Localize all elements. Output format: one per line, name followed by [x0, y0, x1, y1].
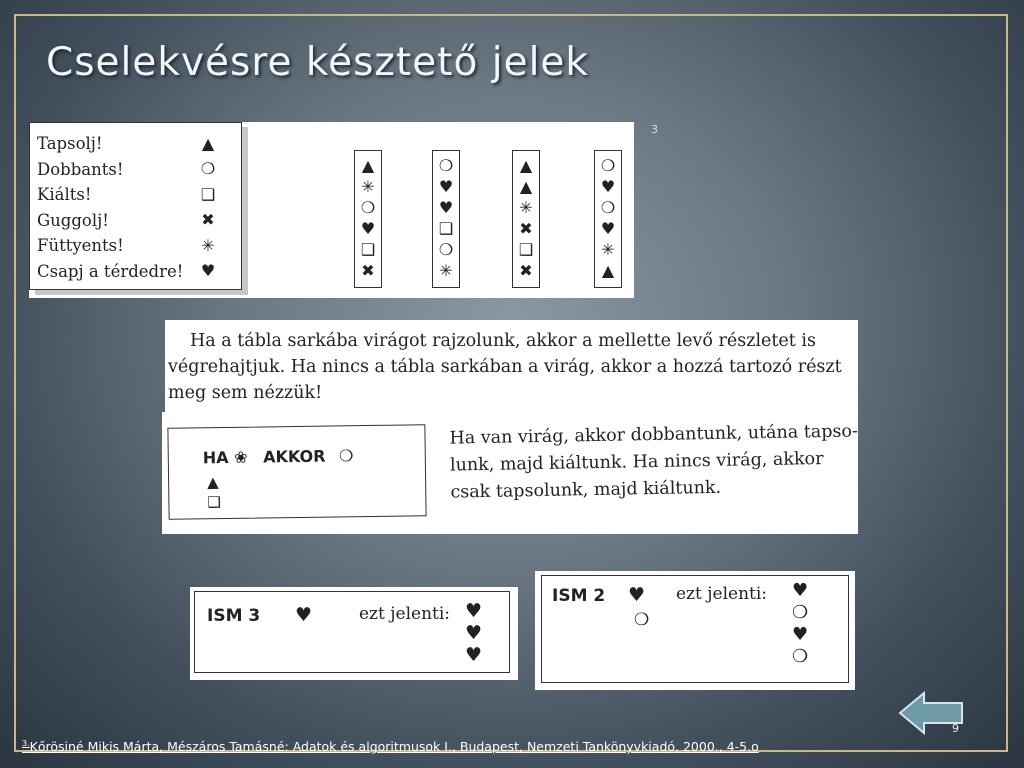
sequence-symbol-icon: ♥ — [360, 219, 376, 238]
sequence-symbol-icon: ▲ — [601, 261, 615, 280]
example-box — [167, 424, 426, 520]
example-text-line-2: lunk, majd kiáltunk. Ha nincs virág, akkor — [449, 449, 824, 476]
sequence-symbol-icon: ✳ — [601, 240, 615, 259]
sequence-symbol-icon: ▲ — [519, 177, 533, 196]
legend-symbol-icon: ❍ — [200, 159, 216, 179]
flower-icon: ❀ — [234, 447, 248, 467]
sequence-column-1 — [354, 150, 382, 288]
sequence-symbol-icon: ❍ — [360, 198, 376, 217]
sequence-symbol-icon: ♥ — [438, 198, 454, 217]
sequence-symbol-icon: ❍ — [600, 156, 616, 175]
result-symbol-icon: ❍ — [792, 602, 809, 623]
sequence-symbol-icon: ❑ — [360, 240, 376, 259]
triangle-icon: ▲ — [207, 473, 219, 492]
sequence-symbol-icon: ❍ — [438, 156, 454, 175]
sequence-column-2 — [432, 150, 460, 288]
result-symbol-icon: ♥ — [465, 644, 483, 666]
legend-label: Füttyents! — [37, 236, 124, 256]
ism3-results — [465, 600, 482, 666]
circle-icon: ❍ — [338, 446, 354, 466]
footnote-sup: 3. — [22, 739, 30, 748]
sequence-symbol-icon: ♥ — [600, 219, 616, 238]
sequence-symbol-icon: ❑ — [438, 219, 454, 238]
example-text-line-1: Ha van virág, akkor dobbantunk, utána tapso- — [449, 421, 858, 449]
rule-text-line-1: Ha a tábla sarkába virágot rajzolunk, akkor a mellette levő részletet is — [190, 331, 816, 351]
legend-row — [37, 131, 237, 157]
rule-text-line-3: meg sem nézzük! — [168, 383, 323, 403]
result-symbol-icon: ❍ — [792, 646, 809, 667]
example-image — [162, 412, 858, 534]
result-symbol-icon: ♥ — [792, 624, 809, 645]
ism3-label: ISM 3 — [207, 606, 261, 626]
rule-explanation-image — [165, 320, 858, 412]
symbol-legend-image — [29, 122, 634, 298]
legend-row — [37, 182, 237, 208]
legend-symbol-icon: ✳ — [201, 235, 215, 255]
sequence-column-3 — [512, 150, 540, 288]
sequence-column-4 — [594, 150, 622, 288]
legend-label: Dobbants! — [37, 159, 124, 179]
example-akkor: AKKOR — [262, 446, 326, 467]
sequence-symbol-icon: ✖ — [519, 261, 533, 280]
result-symbol-icon: ♥ — [465, 622, 483, 644]
sequence-symbol-icon: ❑ — [518, 240, 534, 259]
legend-label: Tapsolj! — [37, 134, 103, 154]
sequence-symbol-icon: ❍ — [438, 240, 454, 259]
heart-icon: ♥ — [295, 604, 313, 626]
legend-row — [37, 233, 237, 259]
sequence-symbol-icon: ♥ — [438, 177, 454, 196]
rule-text-line-2: végrehajtjuk. Ha nincs a tábla sarkában a virág, akkor a hozzá tartozó részt — [168, 357, 842, 377]
footnote-citation — [22, 739, 759, 754]
sequence-symbol-icon: ❍ — [600, 198, 616, 217]
sequence-symbol-icon: ✳ — [519, 198, 533, 217]
result-symbol-icon: ♥ — [792, 580, 809, 601]
ism2-image — [535, 571, 855, 690]
ism3-meaning-label: ezt jelenti: — [359, 604, 451, 624]
legend-row — [37, 259, 237, 285]
sequence-symbol-icon: ✖ — [519, 219, 533, 238]
legend-label: Csapj a térdedre! — [37, 261, 184, 281]
circle-icon: ❍ — [634, 610, 650, 630]
legend-label: Kiálts! — [37, 185, 92, 205]
sequence-symbol-icon: ✳ — [439, 261, 453, 280]
sequence-symbol-icon: ▲ — [519, 156, 533, 175]
ism2-results — [792, 580, 808, 668]
ism2-label: ISM 2 — [552, 586, 606, 606]
legend-symbol-icon: ✖ — [201, 210, 215, 230]
footnote-text: Kőrösiné Mikis Márta, Mészáros Tamásné: Adatok és algoritmusok I., Budapest, Nemzeti Tankönyvkiadó, 2000., 4-5.o — [29, 739, 759, 754]
sequence-symbol-icon: ✳ — [361, 177, 375, 196]
sequence-symbol-icon: ✖ — [361, 261, 375, 280]
sequence-symbol-icon: ▲ — [361, 156, 375, 175]
example-text-line-3: csak tapsolunk, majd kiáltunk. — [450, 477, 722, 503]
square-icon: ❑ — [207, 493, 221, 512]
footnote-mark: 3 — [651, 123, 658, 136]
legend-list — [37, 131, 237, 284]
ism3-image — [190, 587, 518, 680]
slide-title: Cselekvésre késztető jelek — [46, 40, 589, 85]
legend-symbol-icon: ♥ — [200, 261, 216, 281]
sequence-symbol-icon: ♥ — [600, 177, 616, 196]
legend-row — [37, 208, 237, 234]
legend-symbol-icon: ▲ — [201, 133, 215, 153]
page-number: 9 — [952, 722, 959, 735]
legend-label: Guggolj! — [37, 210, 109, 230]
legend-symbol-icon: ❑ — [200, 184, 216, 204]
ism2-meaning-label: ezt jelenti: — [676, 584, 768, 604]
heart-icon: ♥ — [628, 584, 646, 606]
result-symbol-icon: ♥ — [465, 600, 483, 622]
legend-box — [29, 122, 242, 290]
legend-row — [37, 157, 237, 183]
example-ha: HA — [202, 447, 229, 468]
